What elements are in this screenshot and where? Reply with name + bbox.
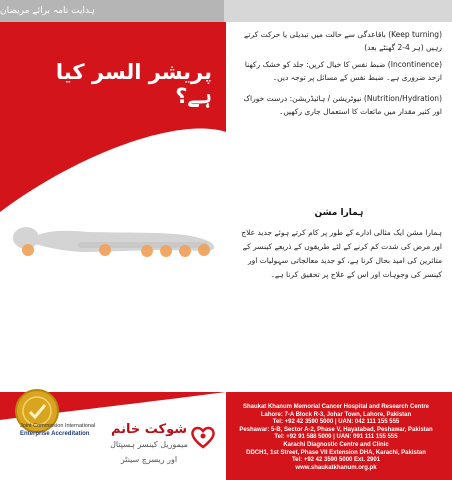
jci-accreditation bbox=[20, 422, 95, 438]
human-body-figure-icon bbox=[8, 214, 220, 274]
address-line: Lahore: 7-A Block R-3, Johar Town, Lahore, Pakistan bbox=[260, 411, 412, 418]
skm-logo-text bbox=[104, 422, 194, 467]
header-label: ہدایت نامہ برائے مریضان bbox=[0, 0, 224, 22]
mission-text: ہمارا مشن ایک مثالی ادارے کے طور پر کام کرتے ہوئے جدید علاج اور مرض کی شدت کم کرنے کے لئے طریقوں کے ذریعے کینسر کے متاثرین کی امید بحال کرنا ہے، کو جدید معالجاتی سہولیات اور کینسر کی وجوہات اور اس کے علاج پر تحقیق کرنا ہے۔ bbox=[241, 228, 442, 279]
address-line: Tel: +92 42 3590 5000 | UAN: 042 111 155 555 bbox=[272, 419, 400, 426]
address-line: DDCH1, 1st Street, Phase VII Extension DHA, Karachi, Pakistan bbox=[246, 449, 426, 456]
paragraph-nutrition: (Nutrition/Hydration) نیوٹریشن / ہائیڈریشن: درست خوراک اور کثیر مقدار میں مائعات کا استعمال جاری رکھیں۔ bbox=[243, 94, 442, 116]
address-line: Shaukat Khanum Memorial Cancer Hospital and Research Centre bbox=[242, 404, 430, 410]
jci-line-1: Joint Commission International bbox=[20, 423, 96, 429]
paragraph-incontinence: (Incontinence) ضبط نفس کا خیال کریں: جلد کو خشک رکھنا ازحد ضروری ہے۔ ضبط نفس کے مسائل پر توجہ دیں۔ bbox=[244, 60, 442, 82]
pressure-point bbox=[99, 244, 111, 256]
skm-logo-title: شوکت خانم bbox=[110, 422, 188, 437]
address-line: Peshawar: 5-B, Sector A-2, Phase V, Hayatabad, Peshawar, Pakistan bbox=[239, 426, 433, 433]
paragraph-keep-turning: (Keep turning) باقاعدگی سے حالت میں تبدیلی یا حرکت کرتے رہیں (ہر 4-2 گھنٹے بعد) bbox=[244, 30, 442, 52]
pressure-point bbox=[22, 244, 34, 256]
mission-title: ہمارا مشن bbox=[314, 208, 364, 218]
red-header-shape bbox=[0, 22, 226, 212]
skm-logo-subtitle: میموریل کینسر ہسپتال اور ریسرچ سینٹر bbox=[110, 440, 188, 464]
pressure-point bbox=[198, 244, 210, 256]
pressure-point bbox=[141, 245, 153, 257]
pressure-point bbox=[160, 245, 172, 257]
jci-line-2: Enterprise Accreditation bbox=[20, 431, 90, 437]
footer-address bbox=[226, 404, 446, 472]
address-line: Tel: +92 42 3590 5000 Ext. 2901 bbox=[291, 457, 381, 464]
pressure-point bbox=[179, 245, 191, 257]
top-bar bbox=[0, 0, 452, 22]
website-link[interactable]: www.shaukatkhanum.org.pk bbox=[295, 464, 377, 471]
address-line: Tel: +92 91 588 5000 | UAN: 091 111 155 555 bbox=[274, 434, 398, 441]
address-line: Karachi Diagnostic Centre and Clinic bbox=[283, 441, 389, 448]
panel-title: پریشر السر کیا ہے؟ bbox=[55, 60, 212, 108]
